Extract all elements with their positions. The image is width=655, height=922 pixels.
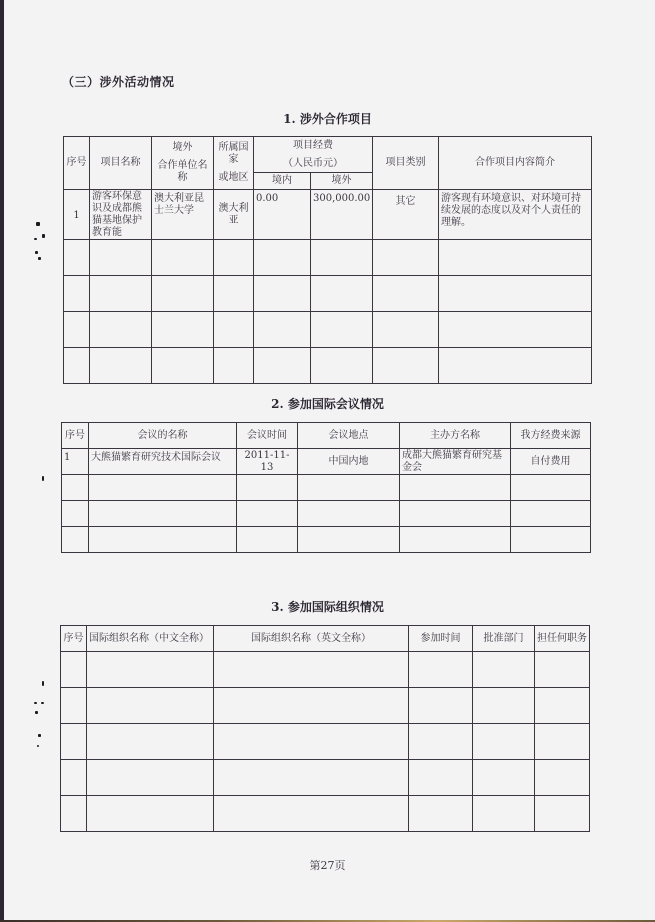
cell-join-time: [409, 724, 473, 760]
cell-seq: [61, 724, 87, 760]
cell-conference-name: [89, 527, 237, 553]
cell-seq: [64, 348, 90, 384]
header-project-name: 项目名称: [90, 137, 152, 190]
header-country-line2: 或地区: [218, 172, 249, 183]
cell-host: [400, 475, 511, 501]
cell-seq: [64, 276, 90, 312]
cell-overseas: [311, 276, 373, 312]
cell-org-name-cn: [87, 724, 214, 760]
table-row: [61, 724, 590, 760]
scan-speck: [35, 711, 38, 714]
cell-conference-location: 中国内地: [298, 449, 400, 475]
cell-seq: 1: [64, 190, 90, 240]
table-row: [62, 449, 591, 475]
cell-conference-location: [298, 501, 400, 527]
cell-category: [373, 276, 439, 312]
table-header-row: [62, 423, 591, 449]
cell-summary: [439, 348, 592, 384]
table3-title: 3. 参加国际组织情况: [271, 600, 384, 614]
section-heading: （三）涉外活动情况: [62, 75, 175, 89]
cell-seq: 1: [62, 449, 89, 475]
cell-seq: [62, 527, 89, 553]
scan-speck: [34, 238, 37, 240]
cell-partner: [152, 276, 214, 312]
scan-speck: [37, 745, 39, 747]
cell-funding-source: 自付费用: [511, 449, 591, 475]
cell-partner: [152, 312, 214, 348]
cell-domestic: [254, 240, 311, 276]
header-conference-time: 会议时间: [237, 423, 298, 449]
header-country-line1: 所属国家: [218, 142, 249, 165]
scan-speck: [42, 234, 45, 238]
table-row: [62, 475, 591, 501]
cell-partner: [152, 348, 214, 384]
header-org-name-cn: 国际组织名称（中文全称）: [87, 626, 214, 652]
table-row: [64, 276, 592, 312]
cell-category: [373, 312, 439, 348]
table-row: [61, 652, 590, 688]
header-seq: 序号: [62, 423, 89, 449]
cell-org-name-en: [214, 652, 409, 688]
cell-org-name-en: [214, 688, 409, 724]
cell-summary: [439, 240, 592, 276]
foreign-cooperation-table: [63, 136, 592, 384]
scan-speck: [38, 257, 41, 260]
cell-host: [400, 501, 511, 527]
cell-overseas: 300,000.00: [311, 190, 373, 240]
table-row: [61, 688, 590, 724]
cell-seq: [64, 312, 90, 348]
cell-partner: [152, 240, 214, 276]
cell-domestic: [254, 348, 311, 384]
header-funding-line2: （人民币元）: [283, 157, 343, 169]
cell-summary: [439, 312, 592, 348]
cell-org-name-en: [214, 796, 409, 832]
header-summary: 合作项目内容简介: [439, 137, 592, 190]
cell-conference-location: [298, 475, 400, 501]
cell-host: [400, 527, 511, 553]
cell-category: [373, 240, 439, 276]
cell-conference-time: [237, 527, 298, 553]
table2-title: 2. 参加国际会议情况: [271, 397, 384, 411]
cell-conference-name: 大熊猫繁育研究技术国际会议: [89, 449, 237, 475]
cell-org-name-en: [214, 724, 409, 760]
cell-approval-dept: [473, 796, 535, 832]
header-partner-line1: 境外: [172, 142, 193, 153]
header-join-time: 参加时间: [409, 626, 473, 652]
header-funding-line1: 项目经费: [293, 139, 333, 151]
cell-org-name-cn: [87, 760, 214, 796]
cell-position: [535, 760, 590, 796]
header-seq: 序号: [61, 626, 87, 652]
cell-country: 澳大利亚: [214, 190, 254, 240]
cell-seq: [61, 760, 87, 796]
header-seq: 序号: [64, 137, 90, 190]
cell-category: 其它: [373, 190, 439, 240]
cell-funding-source: [511, 527, 591, 553]
cell-seq: [64, 240, 90, 276]
cell-country: [214, 312, 254, 348]
cell-seq: [61, 688, 87, 724]
international-conference-table: [61, 422, 591, 553]
table-row: [61, 796, 590, 832]
cell-domestic: [254, 312, 311, 348]
cell-project-name: 游客环保意识及成都熊猫基地保护教育能: [90, 190, 152, 240]
header-host: 主办方名称: [400, 423, 511, 449]
scan-speck: [34, 702, 37, 704]
cell-conference-time: [237, 475, 298, 501]
table-row: [62, 527, 591, 553]
scan-speck: [42, 476, 44, 481]
cell-project-name: [90, 348, 152, 384]
cell-approval-dept: [473, 760, 535, 796]
cell-overseas: [311, 240, 373, 276]
header-org-name-en: 国际组织名称（英文全称）: [214, 626, 409, 652]
cell-conference-name: [89, 501, 237, 527]
cell-category: [373, 348, 439, 384]
table-row: [61, 760, 590, 796]
cell-conference-location: [298, 527, 400, 553]
header-category: 项目类别: [373, 137, 439, 190]
header-position: 担任何职务: [535, 626, 590, 652]
cell-position: [535, 688, 590, 724]
cell-join-time: [409, 652, 473, 688]
cell-join-time: [409, 760, 473, 796]
header-approval-dept: 批准部门: [473, 626, 535, 652]
cell-conference-time: 2011-11-13: [237, 449, 298, 475]
cell-project-name: [90, 312, 152, 348]
table-row: [64, 348, 592, 384]
table-header-row: [61, 626, 590, 652]
cell-project-name: [90, 276, 152, 312]
cell-seq: [62, 501, 89, 527]
cell-position: [535, 796, 590, 832]
header-domestic: 境内: [254, 173, 311, 190]
header-funding: [254, 137, 373, 173]
scan-speck: [38, 734, 41, 737]
page-number: 第27页: [309, 859, 346, 872]
header-country: [214, 137, 254, 190]
cell-org-name-cn: [87, 796, 214, 832]
cell-seq: [61, 652, 87, 688]
cell-country: [214, 276, 254, 312]
header-conference-name: 会议的名称: [89, 423, 237, 449]
cell-seq: [61, 796, 87, 832]
header-partner-line2: 合作单位名称: [157, 160, 208, 183]
cell-join-time: [409, 796, 473, 832]
header-overseas: 境外: [311, 173, 373, 190]
scan-edge-left: [0, 0, 4, 922]
table1-title: 1. 涉外合作项目: [283, 112, 372, 126]
table-row: [64, 240, 592, 276]
cell-seq: [62, 475, 89, 501]
header-funding-source: 我方经费来源: [511, 423, 591, 449]
international-organization-table: [60, 625, 590, 832]
table-header-row: [64, 137, 592, 173]
cell-conference-time: [237, 501, 298, 527]
cell-overseas: [311, 348, 373, 384]
scan-speck: [42, 681, 44, 686]
scan-speck: [41, 702, 44, 704]
table-row: [64, 190, 592, 240]
header-partner: [152, 137, 214, 190]
cell-overseas: [311, 312, 373, 348]
cell-org-name-cn: [87, 688, 214, 724]
cell-project-name: [90, 240, 152, 276]
cell-domestic: 0.00: [254, 190, 311, 240]
header-conference-location: 会议地点: [298, 423, 400, 449]
scan-speck: [35, 251, 38, 254]
cell-summary: 游客现有环境意识、对环境可持续发展的态度以及对个人责任的理解。: [439, 190, 592, 240]
cell-country: [214, 240, 254, 276]
cell-conference-name: [89, 475, 237, 501]
cell-org-name-en: [214, 760, 409, 796]
cell-approval-dept: [473, 724, 535, 760]
cell-approval-dept: [473, 652, 535, 688]
table-row: [62, 501, 591, 527]
cell-join-time: [409, 688, 473, 724]
cell-funding-source: [511, 501, 591, 527]
cell-position: [535, 652, 590, 688]
cell-position: [535, 724, 590, 760]
cell-country: [214, 348, 254, 384]
table-row: [64, 312, 592, 348]
cell-domestic: [254, 276, 311, 312]
cell-host: 成都大熊猫繁育研究基金会: [400, 449, 511, 475]
cell-approval-dept: [473, 688, 535, 724]
cell-partner: 澳大利亚昆士兰大学: [152, 190, 214, 240]
scan-speck: [36, 222, 40, 226]
cell-funding-source: [511, 475, 591, 501]
cell-org-name-cn: [87, 652, 214, 688]
cell-summary: [439, 276, 592, 312]
